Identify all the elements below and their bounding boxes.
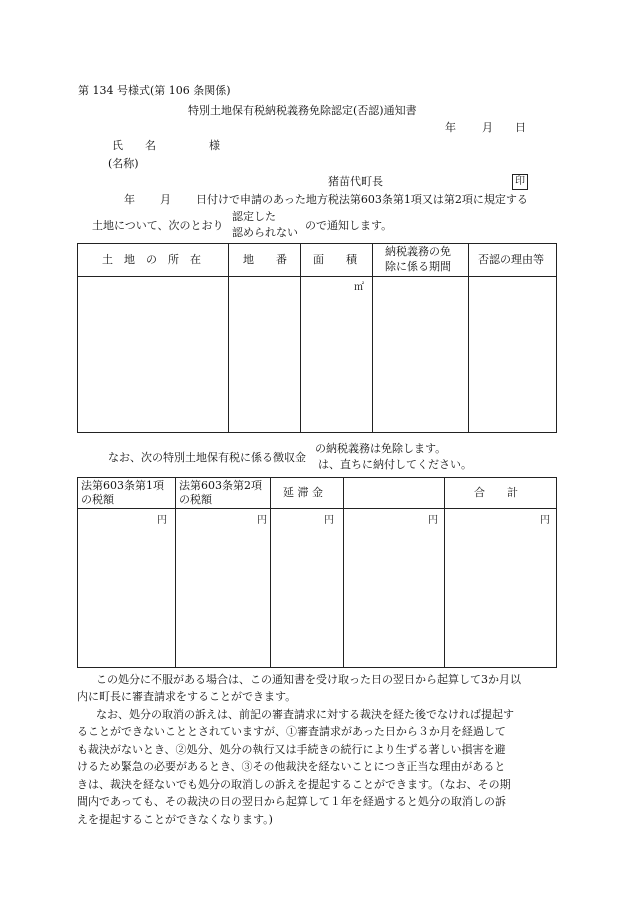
notice-line: ることができないこととされていますが、①審査請求があった日から３か月を経過して <box>77 725 506 738</box>
tax-table-col-divider <box>175 477 176 667</box>
header-tax-603-2-line2: の税額 <box>179 493 212 506</box>
header-land-location: 土 地 の 所 在 <box>102 253 201 266</box>
header-total: 合 計 <box>474 486 518 499</box>
collection-option-exempt: の納税義務は免除します。 <box>315 442 447 455</box>
yen-unit-label: 円 <box>157 515 167 526</box>
header-exemption-period-line2: 除に係る期間 <box>385 260 451 273</box>
tax-table-col-divider <box>270 477 271 667</box>
header-exemption-period-line1: 納税義務の免 <box>385 245 451 258</box>
land-table-col-divider <box>300 243 301 432</box>
tax-table-col-divider <box>343 477 344 667</box>
land-table-col-divider <box>468 243 469 432</box>
intro-year: 年 <box>124 193 135 206</box>
addressee-name-label: 氏 名 <box>112 139 156 152</box>
header-area: 面 積 <box>313 253 357 266</box>
addressee-company-label: (名称) <box>108 157 139 170</box>
collection-option-pay: は、直ちに納付してください。 <box>318 458 472 471</box>
addressee-honorific: 様 <box>209 139 220 152</box>
yen-unit-label: 円 <box>540 515 550 526</box>
notice-line: も裁決がないとき、②処分、処分の執行又は手続きの続行により生ずる著しい損害を避 <box>77 743 506 756</box>
notice-line: なお、処分の取消の訴えは、前記の審査請求に対する裁決を経た後でなければ提起す <box>96 708 514 721</box>
header-tax-603-1-line2: の税額 <box>81 493 114 506</box>
seal-icon: 印 <box>512 174 528 190</box>
choice-denied: 認められない <box>232 226 298 239</box>
intro-line2-prefix: 土地について、次のとおり <box>92 219 224 232</box>
header-lot-number: 地 番 <box>243 253 287 266</box>
area-unit-label: ㎡ <box>354 282 364 293</box>
collection-prefix: なお、次の特別土地保有税に係る徴収金 <box>108 451 306 464</box>
land-table-col-divider <box>228 243 229 432</box>
land-table-col-divider <box>372 243 373 432</box>
issuer-name: 猪苗代町長 <box>328 175 383 188</box>
document-title: 特別土地保有税納税義務免除認定(否認)通知書 <box>188 104 417 117</box>
yen-unit-label: 円 <box>324 515 334 526</box>
tax-amount-table <box>77 477 557 668</box>
notice-line: 間内であっても、その裁決の日の翌日から起算して１年を経過すると処分の取消しの訴 <box>77 795 506 808</box>
notice-line: 内に町長に審査請求をすることができます。 <box>77 690 297 703</box>
date-day-label: 日 <box>515 121 526 134</box>
date-month-label: 月 <box>482 121 493 134</box>
intro-text: 日付けで申請のあった地方税法第603条第1項又は第2項に規定する <box>196 193 528 206</box>
intro-line2-suffix: ので通知します。 <box>305 219 393 232</box>
notice-line: この処分に不服がある場合は、この通知書を受け取った日の翌日から起算して3か月以 <box>96 673 521 686</box>
form-number: 第 134 号様式(第 106 条関係) <box>78 84 231 97</box>
tax-table-col-divider <box>444 477 445 667</box>
yen-unit-label: 円 <box>257 515 267 526</box>
header-tax-603-2-line1: 法第603条第2項 <box>179 479 262 492</box>
yen-unit-label: 円 <box>428 515 438 526</box>
header-denial-reason: 否認の理由等 <box>478 253 544 266</box>
land-table <box>77 243 557 433</box>
land-table-header-divider <box>77 276 556 277</box>
header-tax-603-1-line1: 法第603条第1項 <box>81 479 164 492</box>
notice-line: けるため緊急の必要があるとき、③その他裁決を経ないことにつき正当な理由があると <box>77 760 506 773</box>
notice-line: えを提起することができなくなります。) <box>77 813 273 826</box>
date-year-label: 年 <box>445 121 456 134</box>
tax-table-header-divider <box>77 508 556 509</box>
intro-month: 月 <box>160 193 171 206</box>
choice-approved: 認定した <box>232 210 276 223</box>
notice-line: きは、裁決を経ないでも処分の取消しの訴えを提起することができます。（なお、その期 <box>77 778 511 791</box>
header-late-fee: 延 滞 金 <box>283 486 323 499</box>
